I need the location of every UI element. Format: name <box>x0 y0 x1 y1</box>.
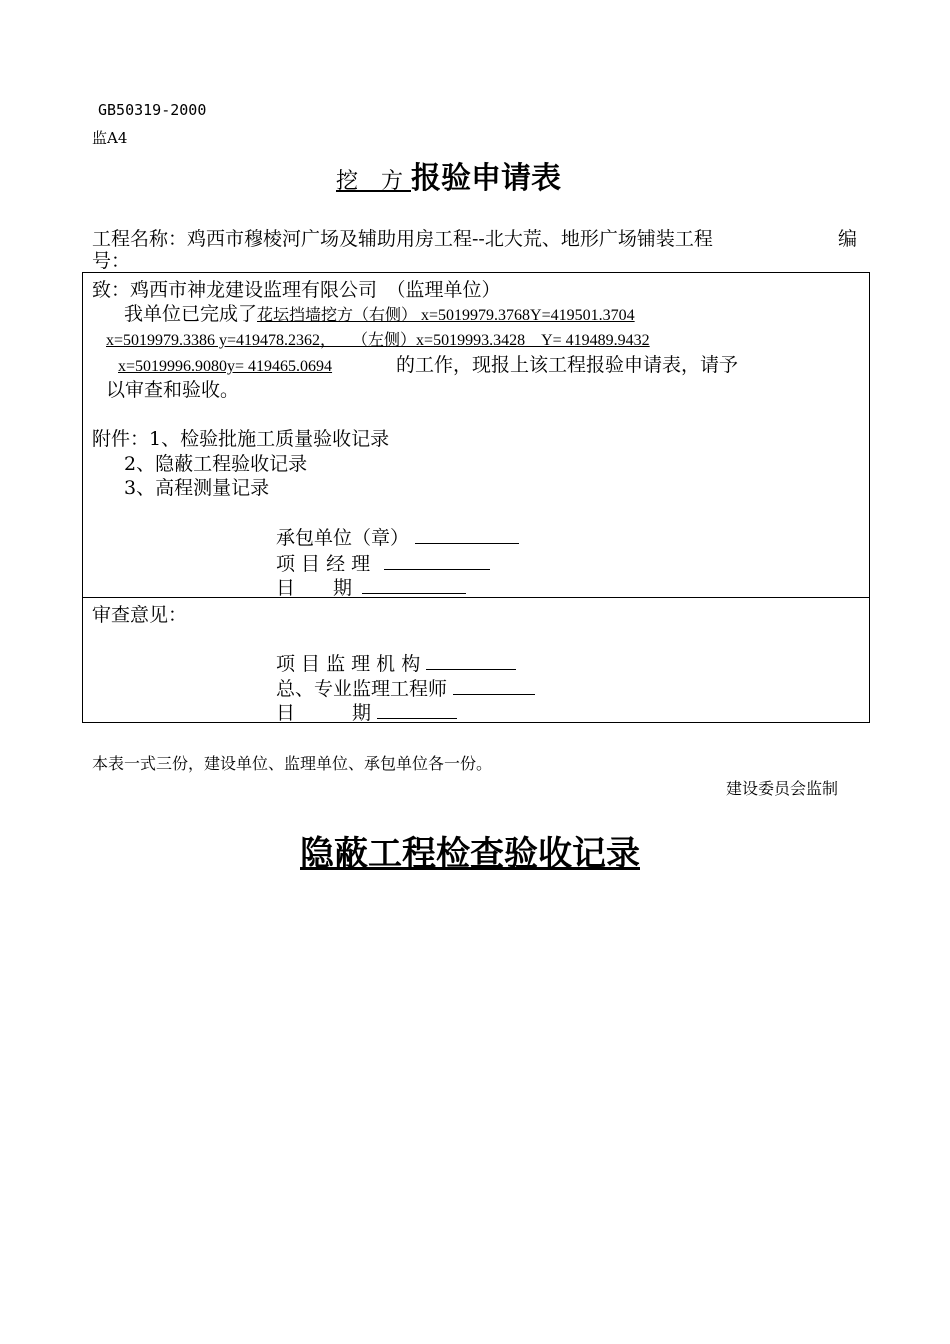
completed-line <box>124 299 727 326</box>
attachment-3: 3、高程测量记录 <box>124 477 270 499</box>
project-line <box>92 224 713 251</box>
review-date-row <box>276 698 457 725</box>
manager-row <box>276 549 490 576</box>
title-main: 报验申请表 <box>411 161 561 196</box>
agency-signature-line <box>426 653 516 670</box>
date-row <box>276 573 466 600</box>
date-label: 日 期 <box>276 577 353 599</box>
attachment-1: 附件：1、检验批施工质量验收记录 <box>92 428 390 450</box>
contractor-label: 承包单位（章） <box>276 527 410 549</box>
engineer-label: 总、专业监理工程师 <box>276 678 448 700</box>
work-line-1: 花坛挡墙挖方（右侧） x=5019979.3768Y=419501.3704 <box>257 307 635 324</box>
number-label-2: 号： <box>92 250 131 272</box>
manager-signature-line <box>384 553 490 570</box>
contractor-signature-line <box>415 527 519 544</box>
title-blank: 挖 方 <box>336 169 411 194</box>
work-line-3 <box>106 350 738 377</box>
manager-label: 项 目 经 理 <box>276 553 371 575</box>
agency-row <box>276 649 516 676</box>
form-code: 监A4 <box>92 129 128 147</box>
work-line-3-coords: x=5019996.9080y= 419465.0694 <box>118 358 333 375</box>
opinion-label: 审查意见： <box>92 604 188 626</box>
review-request: 以审查和验收。 <box>106 379 240 401</box>
number-label-1: 编 <box>838 228 858 250</box>
engineer-row <box>276 674 535 701</box>
form-title <box>336 153 561 197</box>
standard-code: GB50319-2000 <box>98 101 207 119</box>
attachment-2: 2、隐蔽工程验收记录 <box>124 453 308 475</box>
work-suffix: 的工作，现报上该工程报验申请表，请予 <box>396 354 739 376</box>
section-divider <box>82 597 869 598</box>
agency-label: 项 目 监 理 机 构 <box>276 653 421 675</box>
contractor-row <box>276 523 519 550</box>
supervisor-note: 建设委员会监制 <box>726 779 839 798</box>
completed-prefix: 我单位已完成了 <box>124 303 258 325</box>
engineer-signature-line <box>453 678 535 695</box>
to-line: 致：鸡西市神龙建设监理有限公司 （监理单位） <box>92 279 501 301</box>
project-name: 鸡西市穆棱河广场及辅助用房工程--北大荒、地形广场铺装工程 <box>187 228 713 250</box>
copies-note: 本表一式三份，建设单位、监理单位、承包单位各一份。 <box>92 754 493 773</box>
review-date-label: 日 期 <box>276 702 372 724</box>
work-line-2: x=5019979.3386 y=419478.2362， （左侧）x=5019993.3428 Y= 419489.9432 <box>106 332 650 349</box>
project-label: 工程名称： <box>92 228 188 250</box>
review-date-signature-line <box>377 702 457 719</box>
next-section-title: 隐蔽工程检查验收记录 <box>300 834 640 874</box>
date-signature-line <box>362 577 466 594</box>
